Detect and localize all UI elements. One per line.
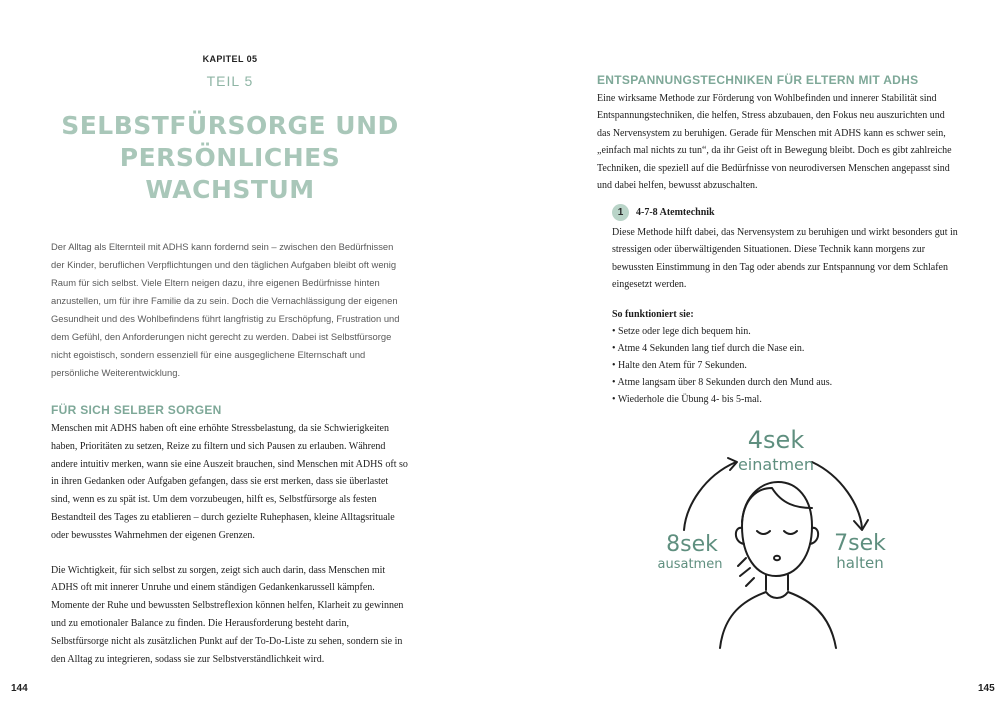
section-body: [51, 420, 409, 668]
body-paragraph: Die Wichtigkeit, für sich selbst zu sorgen, zeigt sich auch darin, dass Menschen mit ADHS oft mit innerer Unruhe und einem ständigen Gedankenkarussell kämpfen. Momente der Ruhe und bewussten Selbstreflexion können helfen, Klarheit zu gewinnen und zu emotionaler Balance zu finden. Die Herausforderung besteht darin, Selbstfürsorge nicht als zusätzlichen Punkt auf der To-Do-Liste zu sehen, sondern sie in den Alltag zu integrieren, sodass sie zur Selbstverständlichkeit wird.: [51, 564, 404, 665]
list-item: • Wiederhole die Übung 4- bis 5-mal.: [612, 391, 952, 408]
arrow-left: [684, 462, 736, 530]
howto-block: [612, 306, 952, 408]
hold-time: 7sek: [834, 531, 886, 556]
title-line: PERSÖNLICHES: [119, 143, 341, 172]
list-item: • Atme 4 Sekunden lang tief durch die Nase ein.: [612, 340, 952, 357]
page-title: [40, 110, 420, 206]
howto-list: [612, 323, 952, 408]
list-item: • Halte den Atem für 7 Sekunden.: [612, 357, 952, 374]
section-heading: FÜR SICH SELBER SORGEN: [51, 403, 222, 417]
inhale-label: einatmen: [737, 455, 815, 474]
hold-label: halten: [836, 554, 884, 572]
list-item: • Atme langsam über 8 Sekunden durch den Mund aus.: [612, 374, 952, 391]
section-heading: ENTSPANNUNGSTECHNIKEN FÜR ELTERN MIT ADHS: [597, 73, 919, 87]
eye-right: [784, 531, 797, 534]
page-number: 144: [11, 683, 28, 694]
step-title: 4-7-8 Atemtechnik: [636, 207, 715, 218]
body-paragraph: Eine wirksame Methode zur Förderung von Wohlbefinden und innerer Stabilität sind Entspannungstechniken, die helfen, Stress abzubauen, den Fokus neu auszurichten und das Nervensystem zu beruhigen. Gerade für Menschen mit ADHS kann es schwer sein, „einfach mal nichts zu tun“, da ihr Geist oft in Bewegung bleibt. Doch es gibt zahlreiche Techniken, die speziell auf die Bedürfnisse von neurodiversen Menschen angepasst sind und dabei helfen, bewusst abzuschalten.: [597, 93, 952, 192]
arrow-right: [812, 462, 862, 528]
eye-left: [757, 531, 770, 534]
step-header: [612, 204, 958, 221]
technique-step: [612, 204, 958, 294]
step-description: Diese Methode hilft dabei, das Nervensystem zu beruhigen und wirkt besonders gut in stressigen oder überwältigenden Situationen. Diese Technik kann morgens zur bewussten Einstimmung in den Tag oder abends zur Entspannung vor dem Schlafen eingesetzt werden.: [612, 227, 958, 291]
title-line: WACHSTUM: [145, 175, 315, 204]
title-line: SELBSTFÜRSORGE UND: [61, 111, 399, 140]
breath-mark: [740, 568, 750, 576]
intro-paragraph: Der Alltag als Elternteil mit ADHS kann fordernd sein – zwischen den Bedürfnissen der Kinder, beruflichen Verpflichtungen und den täglichen Aufgaben bleibt oft wenig Raum für sich selbst. Viele Eltern neigen dazu, ihre eigenen Bedürfnisse hinten anzustellen, um für ihre Familie da zu sein. Doch die Vernachlässigung der eigenen Gesundheit und des Wohlbefindens führt langfristig zu Erschöpfung, Frustration und dem Gefühl, den Anforderungen nicht gerecht zu werden. Dabei ist Selbstfürsorge nicht egoistisch, sondern essenziell für eine ausgeglichene Elternschaft und persönliche Weiterentwicklung.: [51, 241, 400, 378]
breath-mark: [746, 578, 754, 586]
exhale-label: ausatmen: [657, 557, 723, 572]
shoulders: [720, 592, 836, 648]
breathing-illustration: [654, 418, 894, 653]
neck: [766, 575, 788, 590]
step-number-badge: 1: [612, 204, 629, 221]
intro-text: [51, 238, 409, 382]
chapter-label: KAPITEL 05: [202, 54, 258, 64]
exhale-time: 8sek: [666, 532, 718, 557]
body-paragraph: Menschen mit ADHS haben oft eine erhöhte Stressbelastung, da sie Schwierigkeiten haben, Prioritäten zu setzen, Reize zu filtern und sich Pausen zu erlauben. Während andere intuitiv merken, wann sie eine Auszeit brauchen, sind Menschen mit ADHS oft so in ihren Gedanken oder Aufgaben gefangen, dass sie erst merken, dass sie überlastet sind, wenn es zu spät ist. Um dem vorzubeugen, hilft es, Selbstfürsorge als festen Bestandteil des Tages zu etablieren – durch gezielte Ruhephasen, kleine Alltagsrituale oder bewusstes Wahrnehmen der eigenen Grenzen.: [51, 423, 408, 541]
list-item: • Setze oder lege dich bequem hin.: [612, 323, 952, 340]
page-number: 145: [978, 683, 995, 694]
mouth: [774, 556, 780, 560]
right-page: [504, 0, 1008, 713]
howto-title: So funktioniert sie:: [612, 309, 694, 320]
part-label: TEIL 5: [206, 73, 254, 89]
section-body: [597, 90, 957, 194]
inhale-time: 4sek: [747, 426, 805, 454]
breath-mark: [738, 558, 746, 566]
